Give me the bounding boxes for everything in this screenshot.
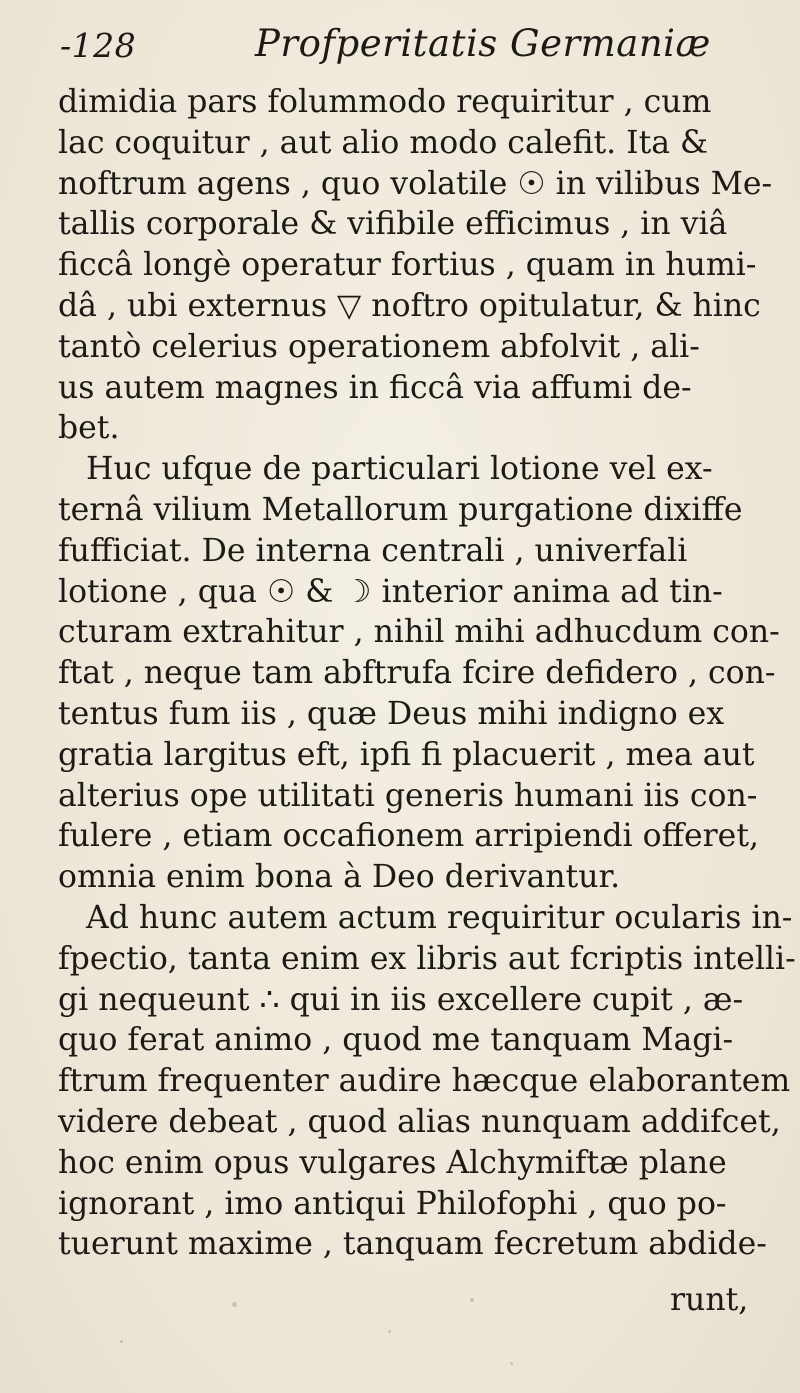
- text-line: us autem magnes in ficcâ via affumi de-: [58, 369, 692, 406]
- text-line: fulere , etiam occafionem arripiendi offeret,: [58, 818, 759, 855]
- page-header: [60, 22, 750, 72]
- text-line: noftrum agens , quo volatile ☉ in vilibus Me-: [58, 165, 773, 202]
- running-title: Profperitatis Germaniæ: [255, 22, 711, 65]
- text-line: ftat , neque tam abftrufa fcire defidero , con-: [58, 655, 776, 692]
- text-line: dimidia pars folummodo requiritur , cum: [58, 84, 712, 120]
- text-line: omnia enim bona à Deo derivantur.: [58, 859, 621, 896]
- text-line: fufficiat. De interna centrali , univerfali: [58, 532, 688, 569]
- text-line: fpectio, tanta enim ex libris aut fcriptis intelli-: [58, 940, 796, 977]
- text-line: tentus fum iis , quæ Deus mihi indigno ex: [58, 695, 725, 732]
- paragraph-start-line: Huc ufque de particulari lotione vel ex-: [86, 451, 713, 488]
- text-line: ftrum frequenter audire hæcque elaborantem: [58, 1063, 791, 1100]
- text-line: quo ferat animo , quod me tanquam Magi-: [58, 1022, 734, 1059]
- text-line: tuerunt maxime , tanquam fecretum abdide-: [58, 1226, 767, 1263]
- text-line: alterius ope utilitati generis humani iis con-: [58, 777, 758, 814]
- paragraph-start-line: Ad hunc autem actum requiritur ocularis in-: [86, 899, 793, 936]
- text-line: tantò celerius operationem abfolvit , ali-: [58, 328, 700, 365]
- text-line: videre debeat , quod alias nunquam addifcet,: [58, 1103, 781, 1140]
- text-line: gratia largitus eft, ipfi fi placuerit , mea aut: [58, 736, 755, 773]
- page-number: -128: [60, 26, 137, 65]
- text-line: hoc enim opus vulgares Alchymiftæ plane: [58, 1144, 727, 1181]
- text-line: ficcâ longè operatur fortius , quam in humi-: [58, 247, 757, 284]
- text-line: ignorant , imo antiqui Philofophi , quo po-: [58, 1185, 727, 1222]
- text-line: lotione , qua ☉ & ☽ interior anima ad tin-: [58, 573, 723, 610]
- body-text: [58, 82, 796, 1265]
- text-line: lac coquitur , aut alio modo calefit. Ita &: [58, 124, 709, 161]
- text-line: bet.: [58, 410, 120, 447]
- text-line: cturam extrahitur , nihil mihi adhucdum con-: [58, 614, 780, 651]
- text-line: tallis corporale & vifibile efficimus , in viâ: [58, 206, 728, 243]
- text-line: gi nequeunt ∴ qui in iis excellere cupit , æ-: [58, 981, 744, 1018]
- text-line: ternâ vilium Metallorum purgatione dixiffe: [58, 491, 743, 528]
- text-line: dâ , ubi externus ▽ noftro opitulatur, & hinc: [58, 287, 761, 324]
- catchword: runt,: [670, 1282, 749, 1318]
